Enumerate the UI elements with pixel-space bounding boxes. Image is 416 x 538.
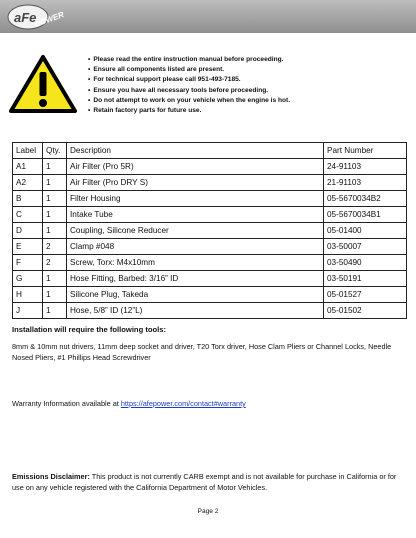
cell-description: Intake Tube [67,207,324,223]
warning-item: • For technical support please call 951-493-7185. [88,75,290,85]
warning-list [88,55,290,116]
cell-qty: 1 [43,271,67,287]
parts-table-header [13,143,407,159]
cell-description: Filter Housing [67,191,324,207]
cell-part-number: 03-50007 [324,239,407,255]
parts-table [12,142,407,319]
cell-qty: 1 [43,159,67,175]
warning-item: • Ensure all components listed are present. [88,65,290,75]
table-row [13,223,407,239]
cell-part-number: 05-01400 [324,223,407,239]
cell-label: G [13,271,43,287]
cell-label: H [13,287,43,303]
cell-label: J [13,303,43,319]
cell-qty: 1 [43,207,67,223]
table-row [13,271,407,287]
cell-description: Coupling, Silicone Reducer [67,223,324,239]
table-row [13,287,407,303]
svg-text:POWER: POWER [33,10,66,29]
cell-part-number: 03-50490 [324,255,407,271]
header-label: Label [13,143,43,159]
header-qty: Qty. [43,143,67,159]
cell-label: C [13,207,43,223]
cell-label: D [13,223,43,239]
header-description: Description [67,143,324,159]
header-part-number: Part Number [324,143,407,159]
cell-description: Screw, Torx: M4x10mm [67,255,324,271]
emissions-label: Emissions Disclaimer: [12,472,90,481]
emissions-disclaimer [12,472,406,493]
warning-item: • Please read the entire instruction manual before proceeding. [88,55,290,65]
warranty-line [12,399,246,408]
table-row [13,175,407,191]
cell-qty: 2 [43,239,67,255]
warning-item: • Do not attempt to work on your vehicle when the engine is hot. [88,96,290,106]
cell-description: Hose Fitting, Barbed: 3/16” ID [67,271,324,287]
warranty-prefix: Warranty Information available at [12,399,121,408]
cell-description: Air Filter (Pro DRY S) [67,175,324,191]
header-bar [0,0,416,33]
table-row [13,303,407,319]
cell-qty: 1 [43,287,67,303]
cell-part-number: 24-91103 [324,159,407,175]
tools-list-text: 8mm & 10mm nut drivers, 11mm deep socket and driver, T20 Torx driver, Hose Clam Pliers or Channel Locks, Needle Nosed Pliers, #1 Phillips Head Screwdriver [12,342,392,362]
cell-label: A2 [13,175,43,191]
cell-part-number: 05-5670034B1 [324,207,407,223]
warranty-link[interactable]: https://afepower.com/contact#warranty [120,399,246,408]
cell-label: A1 [13,159,43,175]
cell-qty: 1 [43,175,67,191]
cell-part-number: 05-01502 [324,303,407,319]
svg-text:aFe: aFe [14,10,37,25]
cell-qty: 1 [43,303,67,319]
table-row [13,255,407,271]
emissions-text: This product is not currently CARB exempt and is not available for purchase in California or for use on any vehicle registered with the California Department of Motor Vehicles. [12,472,397,492]
cell-label: B [13,191,43,207]
cell-part-number: 21-91103 [324,175,407,191]
cell-qty: 1 [43,223,67,239]
cell-label: F [13,255,43,271]
cell-description: Clamp #048 [67,239,324,255]
cell-qty: 2 [43,255,67,271]
cell-description: Air Filter (Pro 5R) [67,159,324,175]
cell-part-number: 05-5670034B2 [324,191,407,207]
table-row [13,159,407,175]
afe-power-logo [6,2,72,31]
page-number: Page 2 [197,508,219,515]
warning-triangle-icon [8,54,78,114]
table-row [13,207,407,223]
table-row [13,239,407,255]
cell-description: Hose, 5/8” ID (12”L) [67,303,324,319]
cell-description: Silicone Plug, Takeda [67,287,324,303]
warning-item: • Retain factory parts for future use. [88,106,290,116]
cell-part-number: 05-01527 [324,287,407,303]
table-row [13,191,407,207]
tools-heading: Installation will require the following tools: [12,325,166,334]
cell-part-number: 03-50191 [324,271,407,287]
warning-item: • Ensure you have all necessary tools before proceeding. [88,86,290,96]
cell-qty: 1 [43,191,67,207]
cell-label: E [13,239,43,255]
